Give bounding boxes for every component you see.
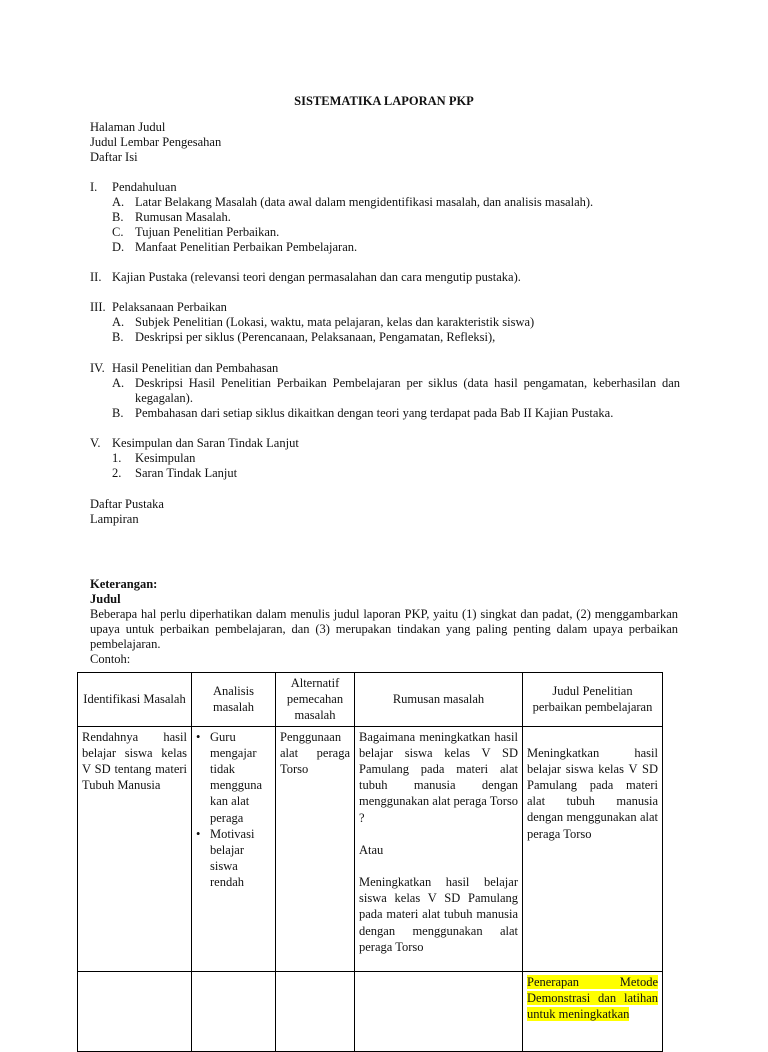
front-matter [90,120,680,165]
cell-alternatif: Penggunaan alat peraga Torso [276,726,355,971]
table-row [78,971,663,1051]
analisis-bullet: • Guru mengajar tidak mengguna kan alat peraga [196,729,271,826]
item-number: A. [112,376,125,390]
column-header: Judul Penelitian perbaikan pembelajaran [523,673,663,727]
document-title: SISTEMATIKA LAPORAN PKP [294,94,474,108]
column-header: Analisis masalah [192,673,276,727]
highlighted-judul: Penerapan Metode Demonstrasi dan latihan untuk meningkatkan [527,974,658,1022]
example-table [77,672,663,1052]
notes-subheading: Judul [90,592,121,606]
cell-empty [355,971,523,1051]
item-number: B. [112,210,124,224]
item-text: Kesimpulan [135,451,196,465]
item-number: 1. [112,451,122,465]
analisis-bullet: • Motivasi belajar siswa rendah [196,826,271,891]
front-matter-item: Halaman Judul [90,120,166,134]
item-text: Subjek Penelitian (Lokasi, waktu, mata pelajaran, kelas dan karakteristik siswa) [135,315,535,329]
section-5 [90,436,680,481]
notes-paragraph-line: pembelajaran. [90,637,161,651]
section-label: Pendahuluan [112,180,177,194]
section-label: Kajian Pustaka (relevansi teori dengan permasalahan dan cara mengutip pustaka). [112,270,521,284]
section-number: IV. [90,361,105,375]
section-2 [90,270,680,285]
table-header-row [78,673,663,727]
rumusan-or: Atau [359,842,384,857]
section-label: Kesimpulan dan Saran Tindak Lanjut [112,436,299,450]
rumusan-alternative: Meningkatkan hasil belajar siswa kelas V SD Pamulang pada materi alat tubuh manusia dengan menggunakan alat peraga Torso [359,875,518,954]
item-text: Pembahasan dari setiap siklus dikaitkan dengan teori yang terdapat pada Bab II Kajian Pustaka. [135,406,614,420]
back-matter [90,497,680,527]
item-text: Deskripsi Hasil Penelitian Perbaikan Pembelajaran per siklus (data hasil pengamatan, keberhasilan dan [135,376,680,390]
section-number: III. [90,300,106,314]
front-matter-item: Judul Lembar Pengesahan [90,135,222,149]
cell-analisis [192,726,276,971]
item-number: D. [112,240,125,254]
notes-heading: Keterangan: [90,577,158,591]
item-text: Saran Tindak Lanjut [135,466,238,480]
cell-judul [523,971,663,1051]
column-header: Identifikasi Masalah [78,673,192,727]
cell-empty [192,971,276,1051]
cell-rumusan [355,726,523,971]
section-number: II. [90,270,102,284]
column-header: Rumusan masalah [355,673,523,727]
section-4 [90,361,680,421]
item-text: Deskripsi per siklus (Perencanaan, Pelaksanaan, Pengamatan, Refleksi), [135,330,496,344]
item-text: Latar Belakang Masalah (data awal dalam mengidentifikasi masalah, dan analisis masalah). [135,195,594,209]
section-label: Pelaksanaan Perbaikan [112,300,227,314]
cell-identifikasi: Rendahnya hasil belajar siswa kelas V SD tentang materi Tubuh Manusia [78,726,192,971]
notes-paragraph-line: Beberapa hal perlu diperhatikan dalam menulis judul laporan PKP, yaitu (1) singkat dan padat, (2) menggambarkan [90,607,678,621]
back-matter-item: Lampiran [90,512,139,526]
item-text: Rumusan Masalah. [135,210,231,224]
table-row [78,726,663,971]
notes-paragraph-line: upaya untuk perbaikan pembelajaran, dan (3) merupakan tindakan yang paling penting dalam upaya perbaikan [90,622,678,636]
section-3 [90,300,680,345]
example-label: Contoh: [90,652,131,666]
cell-empty [78,971,192,1051]
section-1 [90,180,680,255]
column-header: Alternatif pemecahan masalah [276,673,355,727]
item-number: B. [112,330,124,344]
cell-judul [523,726,663,971]
section-number: I. [90,180,98,194]
item-text-continued: kegagalan). [135,391,193,405]
item-text: Manfaat Penelitian Perbaikan Pembelajaran. [135,240,358,254]
item-text: Tujuan Penelitian Perbaikan. [135,225,280,239]
section-number: V. [90,436,101,450]
front-matter-item: Daftar Isi [90,150,138,164]
item-number: B. [112,406,124,420]
notes-section [90,577,678,667]
back-matter-item: Daftar Pustaka [90,497,164,511]
item-number: A. [112,315,125,329]
item-number: 2. [112,466,122,480]
judul-text: Meningkatkan hasil belajar siswa kelas V SD Pamulang pada materi alat tubuh manusia dengan menggunakan alat peraga Torso [527,745,658,841]
item-number: C. [112,225,124,239]
rumusan-question: Bagaimana meningkatkan hasil belajar siswa kelas V SD Pamulang pada materi alat tubuh manusia dengan menggunakan alat peraga Torso ? [359,729,518,825]
section-label: Hasil Penelitian dan Pembahasan [112,361,279,375]
item-number: A. [112,195,125,209]
cell-empty [276,971,355,1051]
